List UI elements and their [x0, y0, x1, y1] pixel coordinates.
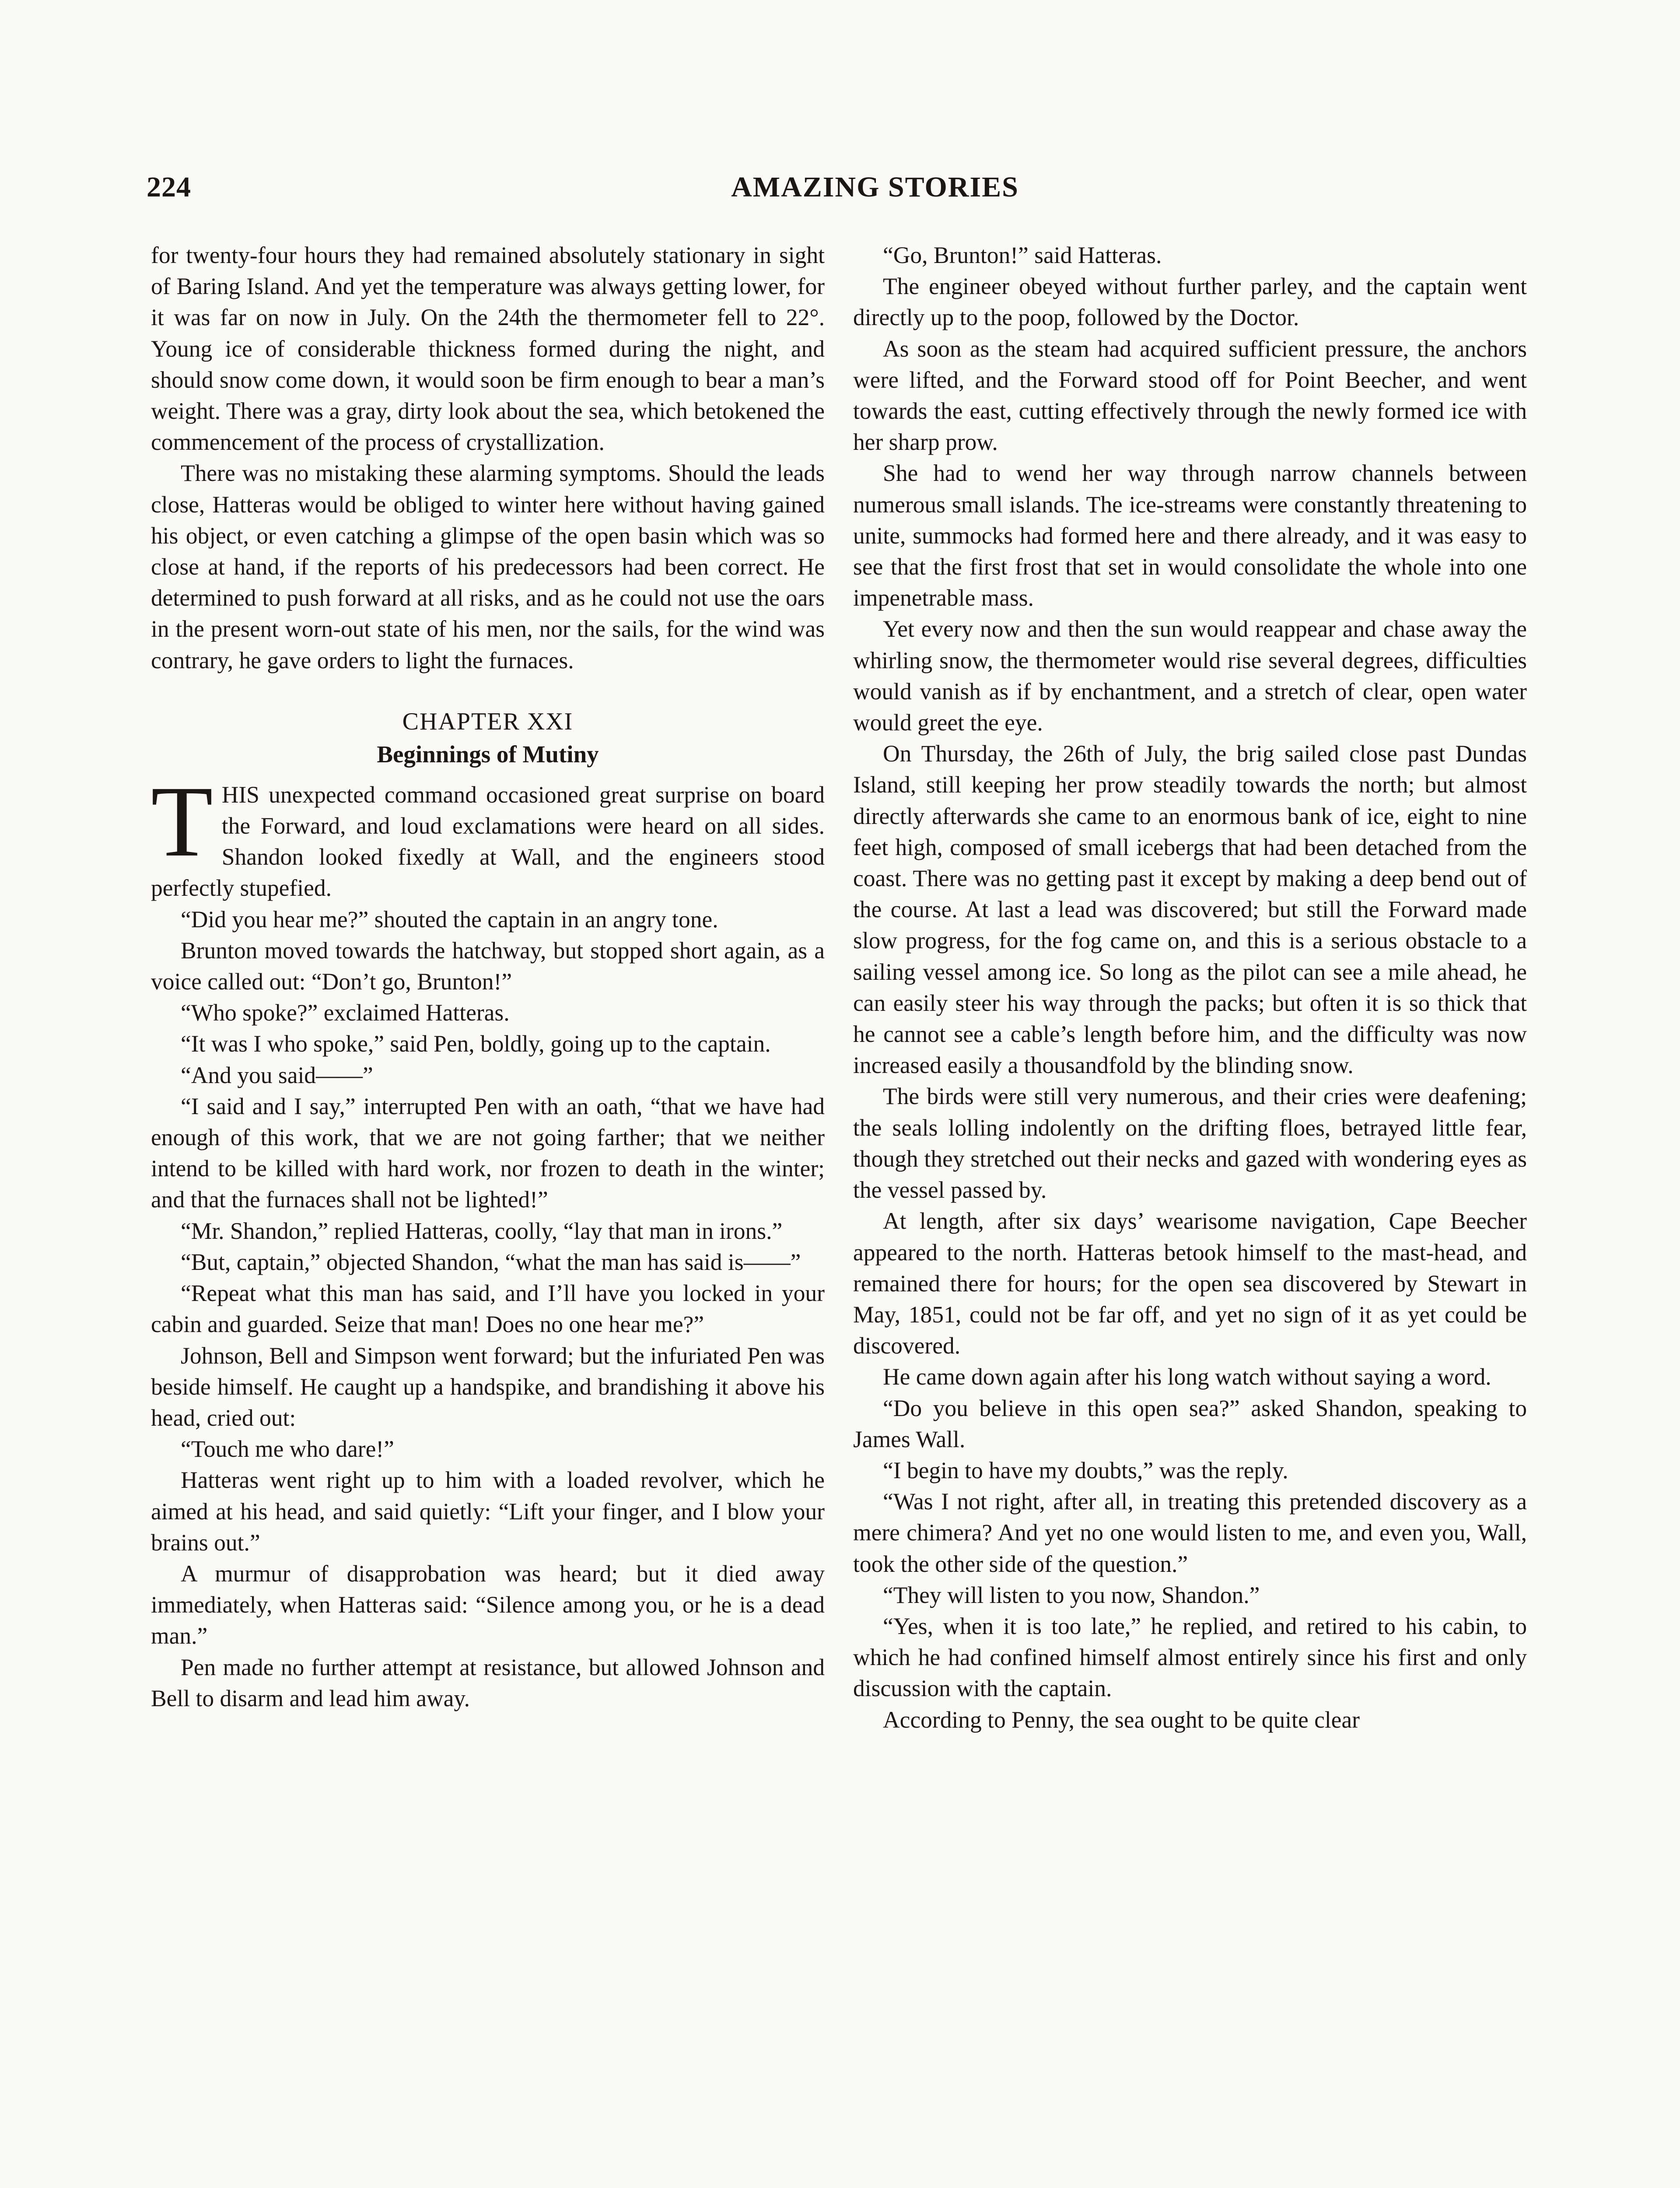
paragraph: “Go, Brunton!” said Hatteras.: [883, 242, 1162, 268]
paragraph: “Repeat what this man has said, and I’ll have you locked in your cabin and guarded. Seize that man! Does no one hear me?”: [151, 1280, 825, 1338]
paragraph: As soon as the steam had acquired sufficient pressure, the anchors were lifted, and the Forward stood off for Point Beecher, and went towards the east, cutting effectively through the newly formed ice with her sharp prow.: [853, 335, 1527, 456]
paragraph: “Yes, when it is too late,” he replied, and retired to his cabin, to which he had confined himself almost entirely since his first and only discussion with the captain.: [853, 1613, 1527, 1702]
paragraph: On Thursday, the 26th of July, the brig sailed close past Dundas Island, still keeping her prow steadily towards the north; but almost directly afterwards she came to an enormous bank of ice, eight to nine feet high, composed of small icebergs that had been detached from the coast. There was no getting past it except by making a deep bend out of the course. At last a lead was discovered; but still the Forward made slow progress, for the fog came on, and this is a serious obstacle to a sailing vessel among ice. So long as the pilot can see a mile ahead, he can easily steer his way through the packs; but often it is so thick that he cannot see a cable’s length before him, and the difficulty was now increased easily a thousandfold by the blinding snow.: [853, 740, 1527, 1079]
paragraph: “They will listen to you now, Shandon.”: [883, 1581, 1260, 1608]
paragraph: The birds were still very numerous, and their cries were deafening; the seals lolling indolently on the drifting floes, betrayed little fear, though they stretched out their necks and gazed with wondering eyes as the vessel passed by.: [853, 1083, 1527, 1203]
paragraph-text: HIS unexpected command occasioned great surprise on board the Forward, and loud exclamations were heard on all sides. Shandon looked fixedly at Wall, and the engineers stood perfectly stupefied.: [151, 781, 825, 901]
paragraph: “And you said——”: [181, 1062, 373, 1088]
paragraph: Yet every now and then the sun would reappear and chase away the whirling snow, the thermometer would rise several degrees, difficulties would vanish as if by enchantment, and a stretch of clear, open water would greet the eye.: [853, 616, 1527, 736]
paragraph: “Do you believe in this open sea?” asked Shandon, speaking to James Wall.: [853, 1395, 1527, 1452]
drop-cap: T: [151, 765, 213, 878]
paragraph: A murmur of disapprobation was heard; but it died away immediately, when Hatteras said: “Silence among you, or he is a dead man.”: [151, 1560, 825, 1649]
paragraph: At length, after six days’ wearisome navigation, Cape Beecher appeared to the north. Hatteras betook himself to the mast-head, and remained there for hours; for the open sea discovered by Stewart in May, 1851, could not be far off, and yet no sign of it as yet could be discovered.: [853, 1208, 1527, 1359]
right-column: [853, 240, 1527, 1736]
paragraph: “I said and I say,” interrupted Pen with an oath, “that we have had enough of this work, that we are not going farther; that we neither intend to be killed with hard work, nor frozen to death in the winter; and that the furnaces shall not be lighted!”: [151, 1093, 825, 1213]
left-column: [151, 240, 825, 1714]
chapter-opening-paragraph: [151, 765, 825, 904]
paragraph: “Who spoke?” exclaimed Hatteras.: [181, 999, 510, 1026]
paragraph: Johnson, Bell and Simpson went forward; but the infuriated Pen was beside himself. He caught up a handspike, and brandishing it above his head, cried out:: [151, 1342, 825, 1431]
paragraph: “Was I not right, after all, in treating this pretended discovery as a mere chimera? And yet no one would listen to me, and even you, Wall, took the other side of the question.”: [853, 1488, 1527, 1577]
paragraph: “I begin to have my doubts,” was the reply.: [883, 1457, 1288, 1483]
paragraph: She had to wend her way through narrow channels between numerous small islands. The ice-streams were constantly threatening to unite, summocks had formed here and there already, and it was easy to see that the first frost that set in would consolidate the whole into one impenetrable mass.: [853, 460, 1527, 611]
paragraph: Brunton moved towards the hatchway, but stopped short again, as a voice called out: “Don’t go, Brunton!”: [151, 937, 825, 995]
paragraph: “It was I who spoke,” said Pen, boldly, going up to the captain.: [181, 1031, 771, 1057]
paragraph: According to Penny, the sea ought to be quite clear: [883, 1706, 1360, 1733]
paragraph: “But, captain,” objected Shandon, “what the man has said is——”: [181, 1248, 801, 1275]
paragraph: The engineer obeyed without further parley, and the captain went directly up to the poop, followed by the Doctor.: [853, 273, 1527, 331]
paragraph: Hatteras went right up to him with a loaded revolver, which he aimed at his head, and said quietly: “Lift your finger, and I blow your brains out.”: [151, 1467, 825, 1556]
chapter-subtitle: Beginnings of Mutiny: [377, 740, 599, 768]
running-head: AMAZING STORIES: [731, 171, 1019, 203]
paragraph: for twenty-four hours they had remained absolutely stationary in sight of Baring Island. And yet the temperature was always getting lower, for it was far on now in July. On the 24th the thermometer fell to 22°. Young ice of considerable thickness formed during the night, and should snow come down, it would soon be firm enough to bear a man’s weight. There was a gray, dirty look about the sea, which betokened the commencement of the process of crystallization.: [151, 242, 825, 456]
paragraph: Pen made no further attempt at resistance, but allowed Johnson and Bell to disarm and lead him away.: [151, 1654, 825, 1711]
paragraph: “Did you hear me?” shouted the captain in an angry tone.: [181, 906, 718, 933]
paragraph: There was no mistaking these alarming symptoms. Should the leads close, Hatteras would be obliged to winter here without having gained his object, or even catching a glimpse of the open basin which was so close at hand, if the reports of his predecessors had been correct. He determined to push forward at all risks, and as he could not use the oars in the present worn-out state of his men, nor the sails, for the wind was contrary, he gave orders to light the furnaces.: [151, 460, 825, 673]
paragraph: “Touch me who dare!”: [181, 1436, 394, 1462]
chapter-title: CHAPTER XXI: [402, 708, 574, 735]
paragraph: “Mr. Shandon,” replied Hatteras, coolly, “lay that man in irons.”: [181, 1217, 783, 1244]
paragraph: He came down again after his long watch without saying a word.: [883, 1364, 1491, 1390]
page-number: 224: [147, 171, 191, 203]
